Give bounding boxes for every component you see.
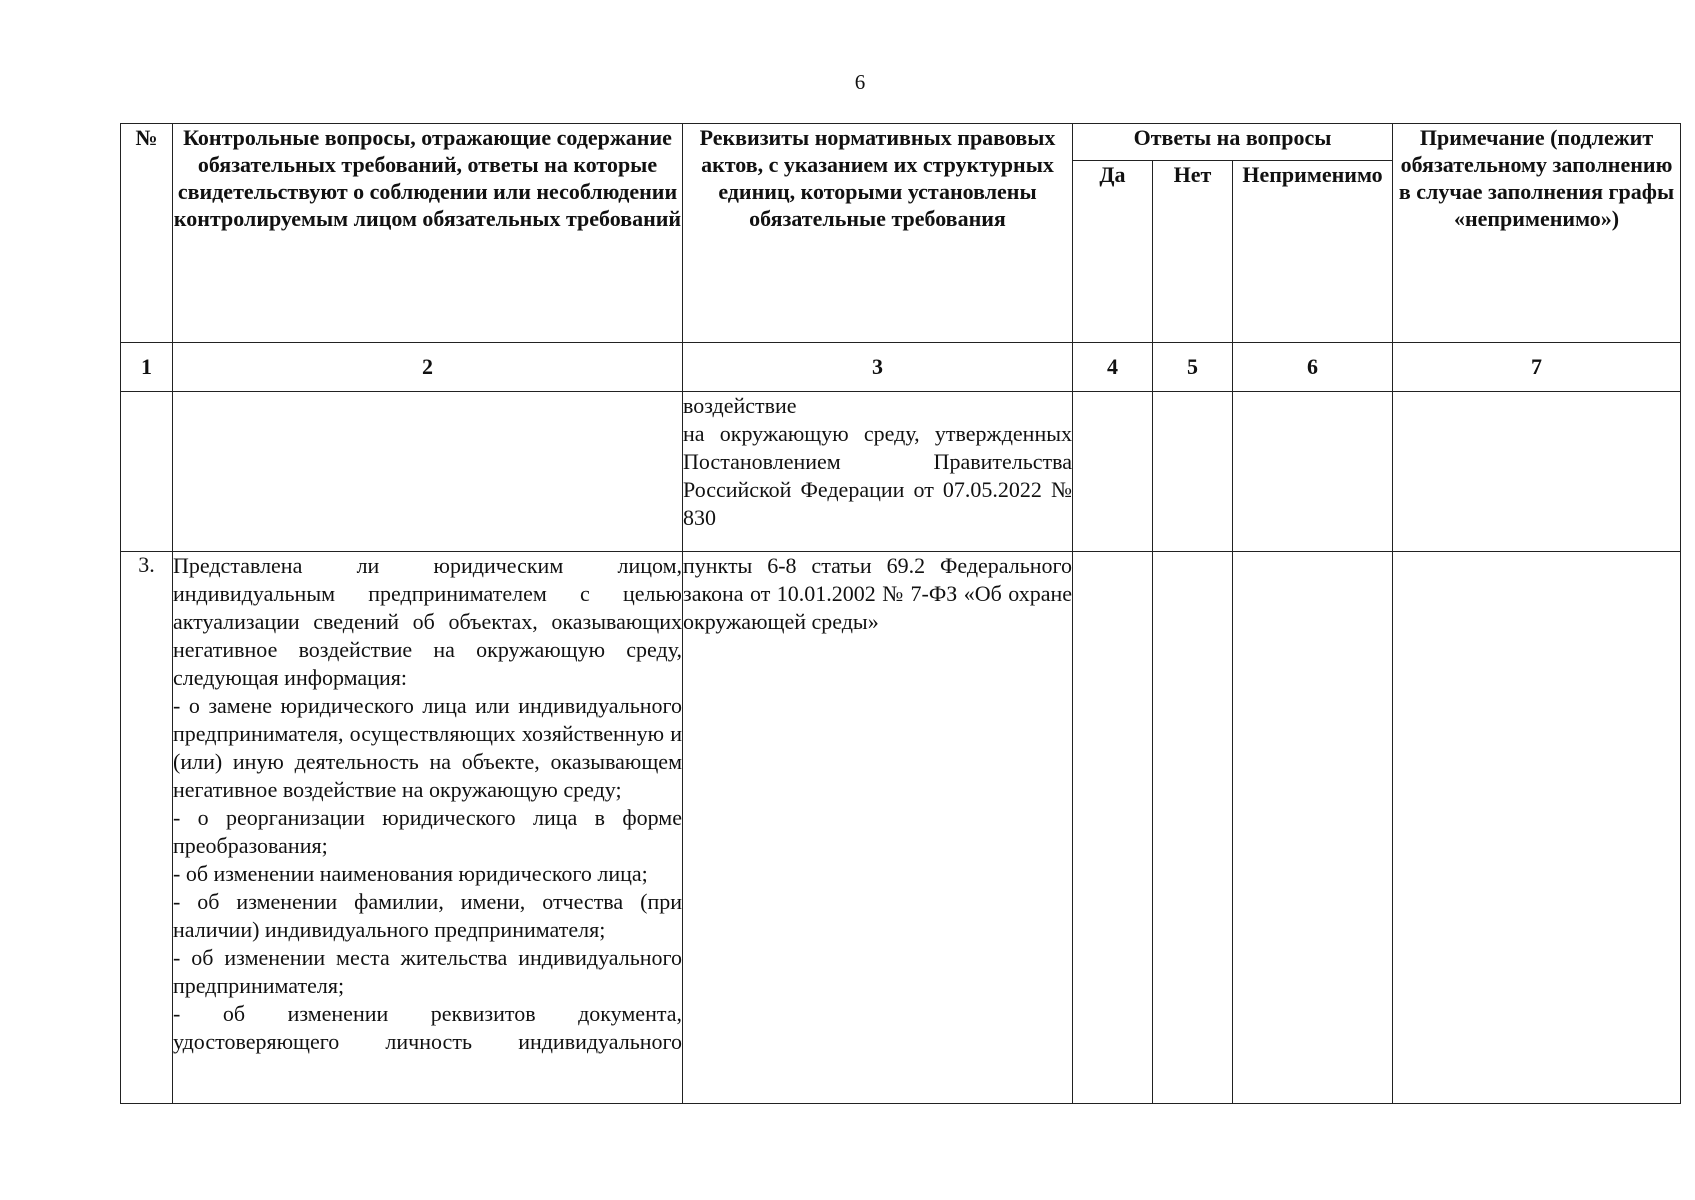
row-number xyxy=(121,392,173,552)
answer-no-cell xyxy=(1153,392,1233,552)
header-col-yes: Да xyxy=(1073,161,1153,343)
question-item: - об изменении места жительства индивидуального предпринимателя; xyxy=(173,945,682,998)
answer-no-cell xyxy=(1153,552,1233,1104)
answer-na-cell xyxy=(1233,552,1393,1104)
note-cell xyxy=(1393,552,1681,1104)
row-number: 3. xyxy=(121,552,173,1104)
note-cell xyxy=(1393,392,1681,552)
header-col-answers: Ответы на вопросы xyxy=(1073,124,1393,161)
table-row xyxy=(121,552,1681,1104)
answer-na-cell xyxy=(1233,392,1393,552)
header-col-note: Примечание (подлежит обязательному заполнению в случае заполнения графы «неприменимо») xyxy=(1393,124,1681,343)
question-item: - об изменении фамилии, имени, отчества (при наличии) индивидуального предпринимателя; xyxy=(173,889,682,942)
question-item: - об изменении наименования юридического лица; xyxy=(173,861,648,886)
column-number: 6 xyxy=(1233,343,1393,392)
header-col-requisites: Реквизиты нормативных правовых актов, с указанием их структурных единиц, которыми установлены обязательные требования xyxy=(683,124,1073,343)
question-text: Представлена ли юридическим лицом, индивидуальным предпринимателем с целью актуализации сведений об объектах, оказывающих негативное воздействие на окружающую среду, следующая информация: xyxy=(173,553,682,690)
header-col-no: № xyxy=(121,124,173,343)
question-item: - о замене юридического лица или индивидуального предпринимателя, осуществляющих хозяйственную и (или) иную деятельность на объекте, оказывающем негативное воздействие на окружающую среду; xyxy=(173,693,682,802)
column-number: 4 xyxy=(1073,343,1153,392)
requisites-line: на окружающую среду, утвержденных Постановлением Правительства Российской Федерации от 07.05.2022 № 830 xyxy=(683,421,1072,530)
question-item: - об изменении реквизитов документа, удостоверяющего личность индивидуального xyxy=(173,1001,682,1054)
header-col-na: Неприменимо xyxy=(1233,161,1393,343)
answer-yes-cell xyxy=(1073,392,1153,552)
question-item: - о реорганизации юридического лица в форме преобразования; xyxy=(173,805,682,858)
table-row xyxy=(121,392,1681,552)
column-number: 1 xyxy=(121,343,173,392)
column-number: 3 xyxy=(683,343,1073,392)
header-col-no-answer: Нет xyxy=(1153,161,1233,343)
page-number: 6 xyxy=(854,70,866,94)
requisites-cell xyxy=(683,392,1073,552)
requisites-line: воздействие xyxy=(683,393,797,418)
question-cell xyxy=(173,392,683,552)
column-number: 5 xyxy=(1153,343,1233,392)
header-row-1 xyxy=(121,124,1681,161)
checklist-table xyxy=(120,123,1681,1104)
requisites-cell: пункты 6-8 статьи 69.2 Федерального закона от 10.01.2002 № 7-ФЗ «Об охране окружающей среды» xyxy=(683,552,1073,1104)
column-number-row xyxy=(121,343,1681,392)
column-number: 2 xyxy=(173,343,683,392)
header-col-question: Контрольные вопросы, отражающие содержание обязательных требований, ответы на которые свидетельствуют о соблюдении или несоблюдении контролируемым лицом обязательных требований xyxy=(173,124,683,343)
answer-yes-cell xyxy=(1073,552,1153,1104)
column-number: 7 xyxy=(1393,343,1681,392)
question-cell xyxy=(173,552,683,1104)
